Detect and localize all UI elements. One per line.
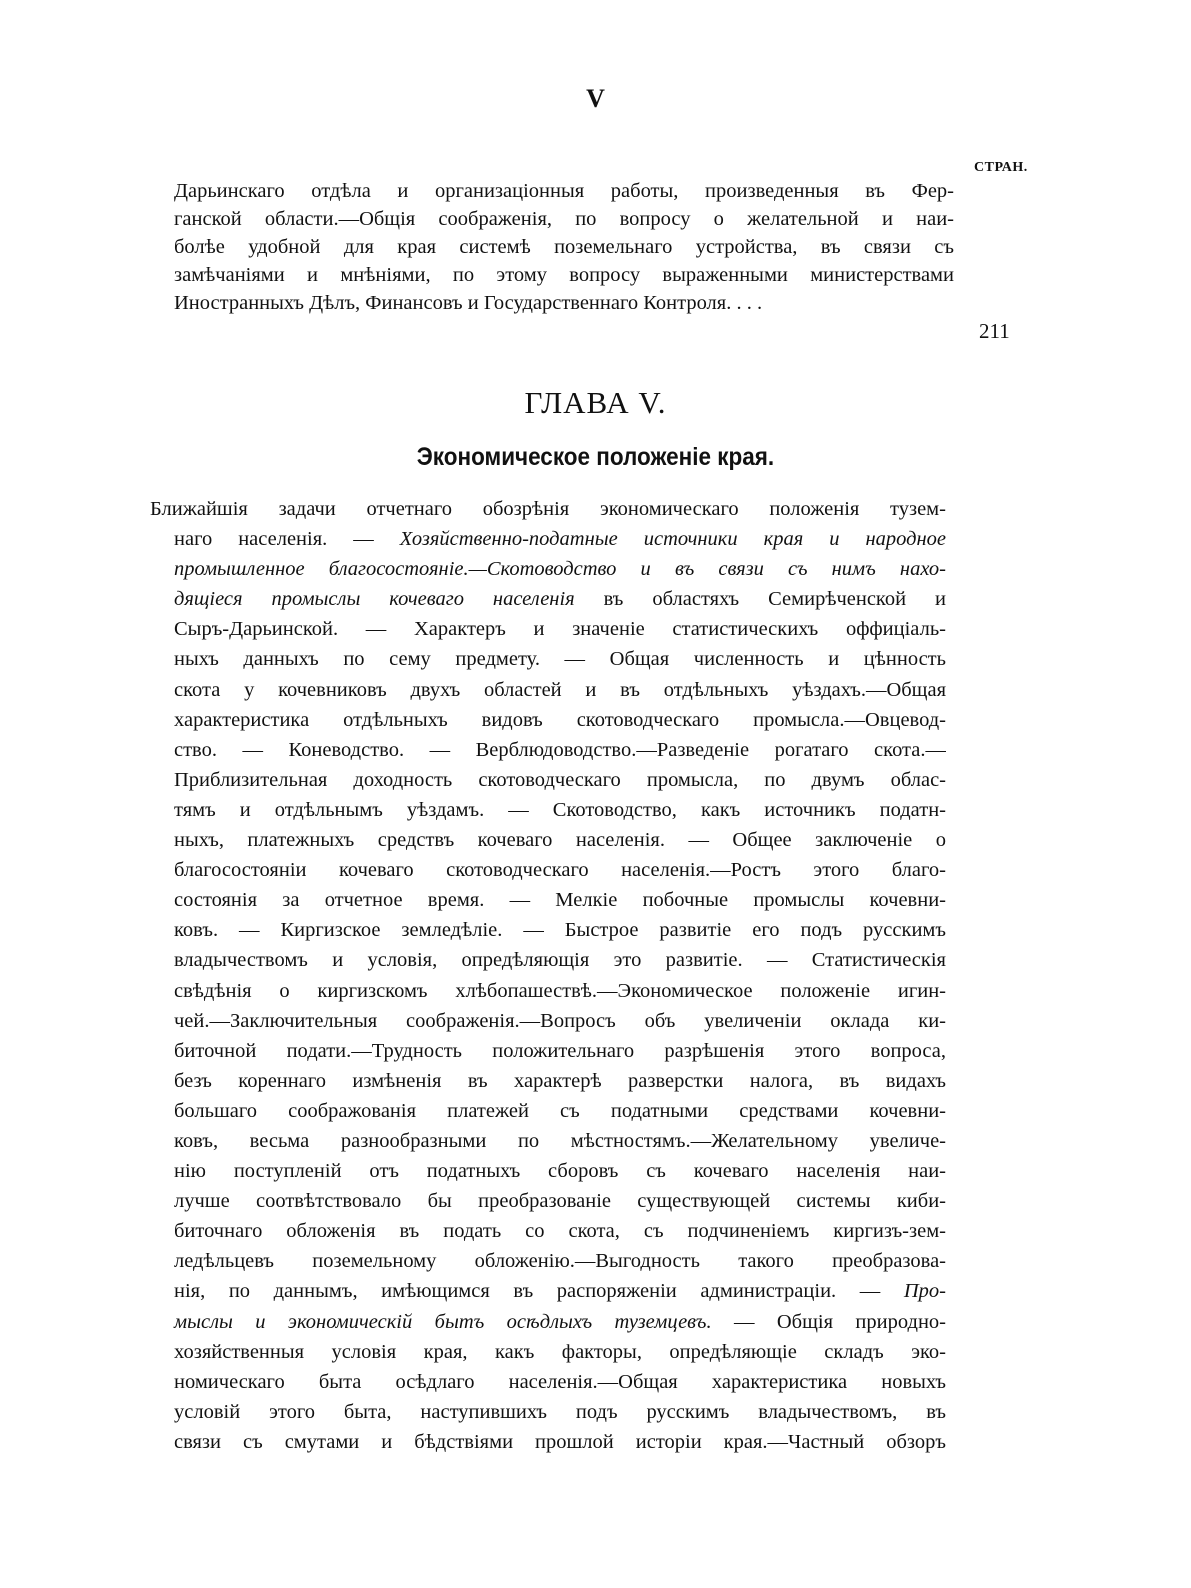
text-segment: благосостояніи кочеваго скотоводческаго населенія.—Ростъ этого благо- [174,859,946,882]
text-segment: нія, по даннымъ, имѣющимся въ распоряженіи администраціи. — [174,1280,904,1303]
chapter-contents [150,494,946,1457]
chapter-subtitle: Экономическое положеніе края. [416,443,775,471]
text-segment: номическаго быта осѣдлаго населенія.—Общая характеристика новыхъ [174,1370,946,1393]
text-segment: ство. — Коневодство. — Верблюдоводство.—Разведеніе рогатаго скота.— [174,738,946,761]
toc-line: ганской области.—Общія соображенія, по вопросу о желательной и наи- [174,208,954,230]
text-segment: свѣдѣнія о киргизскомъ хлѣбопашествѣ.—Экономическое положеніе игин- [174,979,946,1002]
text-segment: наго населенія. — [174,528,400,551]
chapter-contents-line [150,1216,946,1246]
chapter-contents-line [150,675,946,705]
page-number: V [586,84,605,113]
chapter-title: ГЛАВА V. [524,385,667,420]
page-column-label: СТРАН. [974,160,1028,175]
chapter-contents-line [150,1006,946,1036]
toc-entry-page: 211 [979,319,1010,343]
chapter-contents-line [150,1126,946,1156]
text-segment: безъ кореннаго измѣненія въ характерѣ разверстки налога, въ видахъ [174,1069,946,1092]
chapter-contents-line [150,1367,946,1397]
toc-entry [174,177,954,317]
text-segment: владычествомъ и условія, опредѣляющія это развитіе. — Статистическія [174,949,946,972]
text-segment: Приблизительная доходность скотоводческаго промысла, по двумъ облас- [174,768,946,791]
text-segment: ледѣльцевъ поземельному обложенію.—Выгодность такого преобразова- [174,1250,946,1273]
text-segment: биточной подати.—Трудность положительнаго разрѣшенія этого вопроса, [174,1039,946,1062]
chapter-contents-line [150,735,946,765]
text-segment: тямъ и отдѣльнымъ уѣздамъ. — Скотоводство, какъ источникъ податн- [174,798,946,821]
text-segment: большаго соображованія платежей съ податными средствами кочевни- [174,1099,946,1122]
text-segment: характеристика отдѣльныхъ видовъ скотоводческаго промысла.—Овцевод- [174,708,946,731]
chapter-contents-line [150,1427,946,1457]
chapter-contents-line [150,1397,946,1427]
text-segment: — Общія природно- [711,1310,946,1333]
chapter-contents-line [150,765,946,795]
chapter-contents-line [150,524,946,554]
chapter-contents-line [150,976,946,1006]
text-segment: чей.—Заключительныя соображенія.—Вопросъ объ увеличеніи оклада ки- [174,1009,946,1032]
chapter-contents-line [150,1036,946,1066]
chapter-contents-line [150,1276,946,1306]
italic-segment: Про- [903,1280,946,1303]
text-segment: условій этого быта, наступившихъ подъ русскимъ владычествомъ, въ [174,1400,946,1423]
text-segment: Сыръ-Дарьинской. — Характеръ и значеніе статистическихъ оффиціаль- [174,618,946,641]
chapter-contents-line [150,705,946,735]
chapter-contents-line [150,494,946,524]
toc-line: Иностранныхъ Дѣлъ, Финансовъ и Государственнаго Контроля. . . . [174,292,763,314]
text-segment: нію поступленій отъ податныхъ сборовъ съ кочеваго населенія наи- [174,1160,946,1183]
italic-segment: промышленное благосостояніе.—Скотоводство и въ связи съ нимъ нахо- [174,558,946,581]
text-segment: состоянія за отчетное время. — Мелкіе побочные промыслы кочевни- [174,889,946,912]
chapter-contents-line [150,554,946,584]
chapter-contents-line [150,1186,946,1216]
chapter-contents-line [150,795,946,825]
text-segment: ковъ, весьма разнообразными по мѣстностямъ.—Желательному увеличе- [174,1129,946,1152]
chapter-contents-line [150,1096,946,1126]
toc-line: Дарьинскаго отдѣла и организаціонныя работы, произведенныя въ Фер- [174,180,954,202]
text-segment: хозяйственныя условія края, какъ факторы, опредѣляющіе складъ эко- [174,1340,946,1363]
chapter-contents-line [150,825,946,855]
italic-segment: дящіеся промыслы кочеваго населенія [174,588,575,611]
chapter-contents-line [150,584,946,614]
text-segment: ныхъ данныхъ по сему предмету. — Общая численность и цѣнность [174,648,946,671]
text-segment: связи съ смутами и бѣдствіями прошлой исторіи края.—Частный обзоръ [174,1430,946,1453]
chapter-contents-line [150,1246,946,1276]
toc-line: болѣе удобной для края системѣ поземельнаго устройства, въ связи съ [174,236,954,258]
chapter-contents-line [150,614,946,644]
chapter-contents-line [150,1156,946,1186]
text-segment: ковъ. — Киргизское земледѣліе. — Быстрое развитіе его подъ русскимъ [174,919,946,942]
chapter-contents-line [150,1066,946,1096]
text-segment: ныхъ, платежныхъ средствъ кочеваго населенія. — Общее заключеніе о [174,829,946,852]
chapter-contents-line [150,855,946,885]
chapter-contents-line [150,1337,946,1367]
chapter-contents-line [150,915,946,945]
chapter-contents-line [150,1307,946,1337]
chapter-contents-line [150,644,946,674]
toc-line: замѣчаніями и мнѣніями, по этому вопросу выраженными министерствами [174,264,954,286]
text-segment: скота у кочевниковъ двухъ областей и въ отдѣльныхъ уѣздахъ.—Общая [174,678,946,701]
text-segment: лучше соотвѣтствовало бы преобразованіе существующей системы киби- [174,1190,946,1213]
text-segment: въ областяхъ Семирѣченской и [574,588,946,611]
text-segment: Ближайшія задачи отчетнаго обозрѣнія экономическаго положенія тузем- [150,498,946,520]
italic-segment: Хозяйственно-податные источники края и народное [399,528,946,551]
text-segment: биточнаго обложенія въ подать со скота, съ подчиненіемъ киргизъ-зем- [174,1220,946,1243]
italic-segment: мыслы и экономическій бытъ осѣдлыхъ туземцевъ. [174,1310,712,1333]
chapter-contents-line [150,885,946,915]
chapter-contents-line [150,945,946,975]
